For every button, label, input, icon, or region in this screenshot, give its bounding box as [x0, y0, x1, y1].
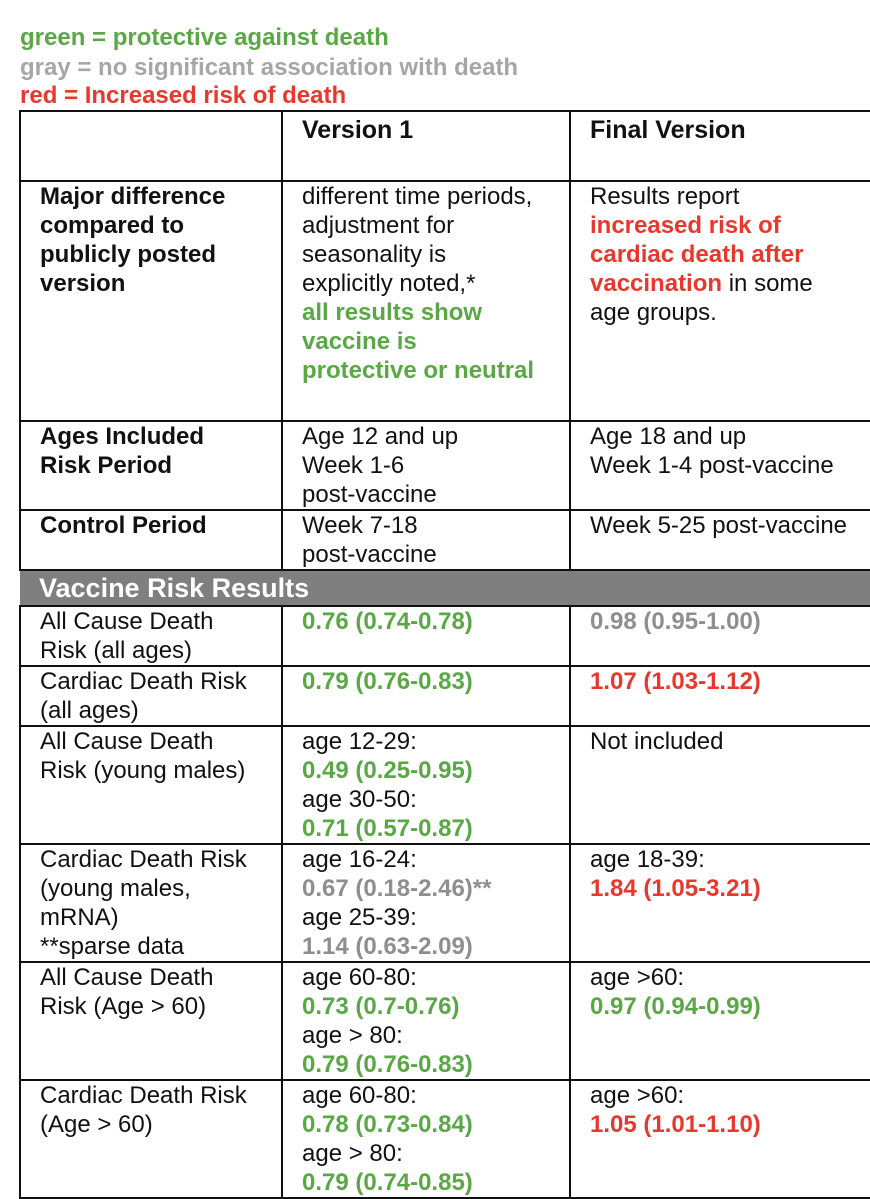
- control-period-v1-line: post-vaccine: [302, 541, 437, 568]
- result-label-line: (Age > 60): [40, 1111, 153, 1138]
- result-row: [20, 844, 870, 962]
- result-label: [20, 962, 282, 1080]
- result-version1-line: 0.49 (0.25-0.95): [302, 757, 473, 784]
- result-label-line: mRNA): [40, 904, 119, 931]
- control-period-v1-line: Week 7-18: [302, 512, 418, 539]
- result-final: [570, 606, 870, 666]
- major-label-line: Major difference: [40, 183, 226, 210]
- result-final-line: age 18-39:: [590, 846, 705, 873]
- result-version1-line: 0.76 (0.74-0.78): [302, 608, 473, 635]
- result-version1: [282, 606, 570, 666]
- result-final-line: age >60:: [590, 964, 685, 991]
- result-version1-line: 0.71 (0.57-0.87): [302, 815, 473, 842]
- control-period-row: [20, 510, 870, 570]
- table-header-row: [20, 111, 870, 181]
- result-label-line: Risk (all ages): [40, 637, 193, 664]
- result-version1-line: age 60-80:: [302, 964, 417, 991]
- result-label-line: Risk (Age > 60): [40, 993, 207, 1020]
- result-label: [20, 666, 282, 726]
- major-final-red-line: cardiac death after: [590, 241, 804, 268]
- result-version1-line: 0.79 (0.76-0.83): [302, 668, 473, 695]
- result-version1: [282, 844, 570, 962]
- section-header-row: [20, 570, 870, 606]
- result-version1: [282, 726, 570, 844]
- header-final-version: Final Version: [570, 111, 870, 181]
- major-v1-green-line: protective or neutral: [302, 357, 535, 384]
- result-version1-line: age > 80:: [302, 1140, 403, 1167]
- result-final-line: 1.07 (1.03-1.12): [590, 668, 761, 695]
- legend-green: green = protective against death: [20, 24, 389, 51]
- result-version1-line: 1.14 (0.63-2.09): [302, 933, 473, 960]
- result-version1: [282, 962, 570, 1080]
- result-label: [20, 844, 282, 962]
- result-final-line: 1.84 (1.05-3.21): [590, 875, 761, 902]
- major-final-line: in some: [722, 270, 813, 297]
- result-label-line: Risk (young males): [40, 757, 246, 784]
- ages-label: Ages Included: [20, 421, 282, 451]
- major-label-line: compared to: [40, 212, 185, 239]
- major-v1-line: seasonality is: [302, 241, 447, 268]
- result-version1-line: 0.67 (0.18-2.46)**: [302, 875, 492, 902]
- result-label: [20, 606, 282, 666]
- risk-period-v1-line: Week 1-6: [302, 452, 405, 479]
- risk-period-v1-line: post-vaccine: [302, 481, 437, 508]
- major-v1-line: adjustment for: [302, 212, 455, 239]
- result-final: [570, 844, 870, 962]
- result-final: [570, 666, 870, 726]
- result-final-line: Not included: [590, 728, 724, 755]
- result-final-line: 0.98 (0.95-1.00): [590, 608, 761, 635]
- result-version1-line: age 30-50:: [302, 786, 417, 813]
- major-final-red-line: increased risk of: [590, 212, 781, 239]
- result-version1-line: 0.79 (0.76-0.83): [302, 1051, 473, 1078]
- result-version1-line: 0.78 (0.73-0.84): [302, 1111, 473, 1138]
- control-period-final: Week 5-25 post-vaccine: [570, 510, 870, 570]
- ages-final: Age 18 and up: [570, 421, 870, 451]
- risk-period-v1: [282, 451, 570, 510]
- major-difference-row: [20, 181, 870, 421]
- result-row: [20, 726, 870, 844]
- legend-gray: gray = no significant association with death: [20, 54, 519, 81]
- major-label-line: version: [40, 270, 126, 297]
- result-version1: [282, 666, 570, 726]
- header-col1: [20, 111, 282, 181]
- result-version1-line: age 12-29:: [302, 728, 417, 755]
- result-row: [20, 962, 870, 1080]
- control-period-v1: [282, 510, 570, 570]
- result-label-line: All Cause Death: [40, 608, 214, 635]
- major-v1-line: explicitly noted,*: [302, 270, 476, 297]
- major-v1-green-line: all results show: [302, 299, 483, 326]
- ages-row: [20, 421, 870, 451]
- major-final: [570, 181, 870, 421]
- result-final: [570, 1080, 870, 1198]
- result-version1-line: age 25-39:: [302, 904, 417, 931]
- ages-v1: Age 12 and up: [282, 421, 570, 451]
- result-final-line: age >60:: [590, 1082, 685, 1109]
- result-label-line: Cardiac Death Risk: [40, 846, 247, 873]
- major-final-line: age groups.: [590, 299, 717, 326]
- legend-red: red = Increased risk of death: [20, 82, 347, 109]
- result-label-line: **sparse data: [40, 933, 185, 960]
- risk-period-row: [20, 451, 870, 510]
- major-final-line: Results report: [590, 183, 740, 210]
- result-label-line: All Cause Death: [40, 728, 214, 755]
- major-label: [20, 181, 282, 421]
- major-v1-green-line: vaccine is: [302, 328, 417, 355]
- result-label-line: Cardiac Death Risk: [40, 1082, 247, 1109]
- result-final: [570, 726, 870, 844]
- major-final-red-line: vaccination: [590, 270, 723, 297]
- result-final-line: 0.97 (0.94-0.99): [590, 993, 761, 1020]
- result-version1-line: age 16-24:: [302, 846, 417, 873]
- results-body: [20, 606, 870, 1198]
- result-version1: [282, 1080, 570, 1198]
- comparison-table: [19, 110, 870, 1199]
- result-label-line: All Cause Death: [40, 964, 214, 991]
- result-row: [20, 606, 870, 666]
- result-version1-line: 0.73 (0.7-0.76): [302, 993, 460, 1020]
- result-row: [20, 1080, 870, 1198]
- result-version1-line: age 60-80:: [302, 1082, 417, 1109]
- section-title: Vaccine Risk Results: [20, 570, 870, 606]
- result-label-line: Cardiac Death Risk: [40, 668, 247, 695]
- result-version1-line: age > 80:: [302, 1022, 403, 1049]
- major-version1: [282, 181, 570, 421]
- result-label-line: (young males,: [40, 875, 191, 902]
- result-label: [20, 1080, 282, 1198]
- result-version1-line: 0.79 (0.74-0.85): [302, 1169, 473, 1196]
- result-label-line: (all ages): [40, 697, 139, 724]
- result-final: [570, 962, 870, 1080]
- result-row: [20, 666, 870, 726]
- major-label-line: publicly posted: [40, 241, 217, 268]
- major-v1-line: different time periods,: [302, 183, 533, 210]
- control-period-label: Control Period: [20, 510, 282, 570]
- result-label: [20, 726, 282, 844]
- risk-period-label: Risk Period: [20, 451, 282, 510]
- result-final-line: 1.05 (1.01-1.10): [590, 1111, 761, 1138]
- header-version1: Version 1: [282, 111, 570, 181]
- risk-period-final: Week 1-4 post-vaccine: [570, 451, 870, 510]
